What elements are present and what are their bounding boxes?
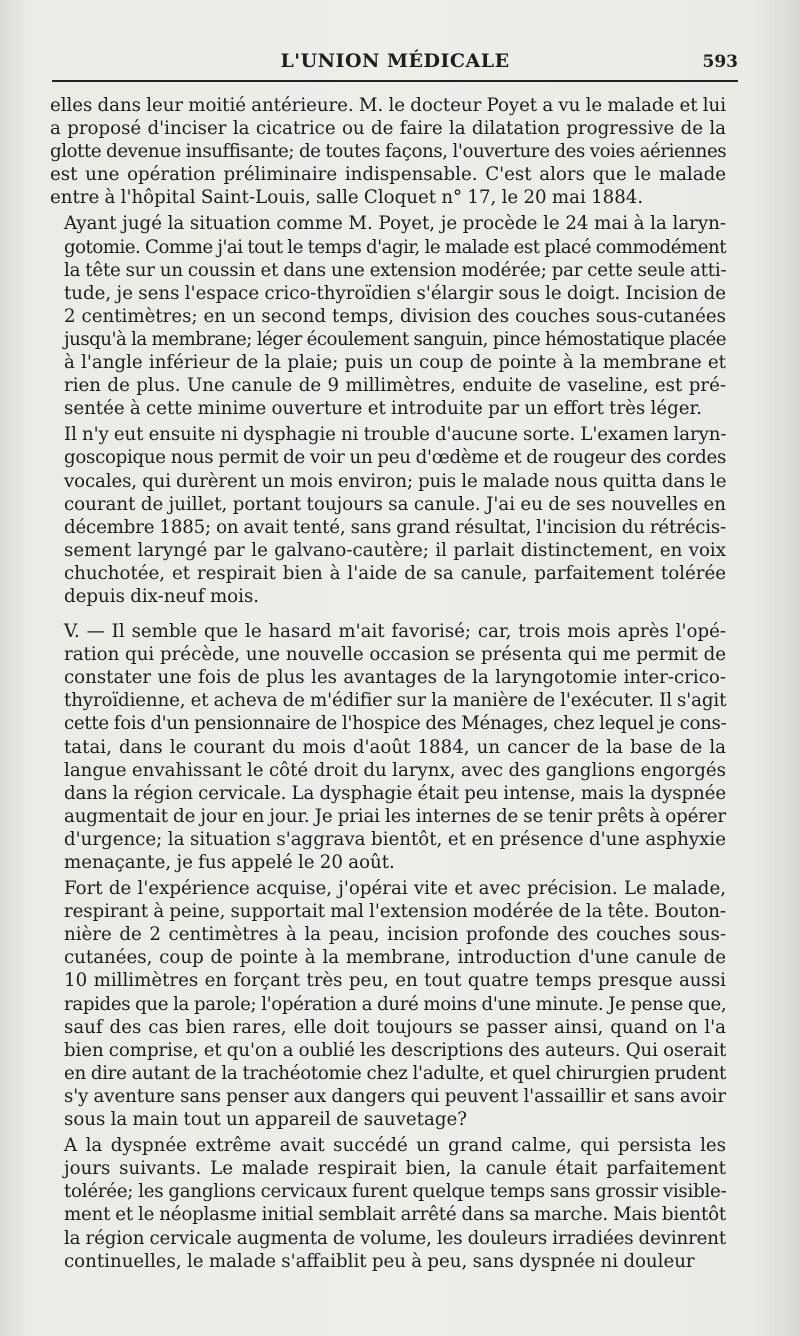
text-line: continuelles, le malade s'affaiblit peu à peu, sans dyspnée ni douleur <box>64 1250 695 1272</box>
text-line: depuis dix-neuf mois. <box>64 585 260 607</box>
text-line: bien comprise, et qu'on a oublié les descriptions des auteurs. Qui oserait <box>64 1039 727 1061</box>
text-line: rapides que la parole; l'opération a duré moins d'une minute. Je pense que, <box>64 993 727 1015</box>
text-line: a proposé d'inciser la cicatrice ou de faire la dilatation progressive de la <box>50 118 726 140</box>
text-line: sement laryngé par le galvano-cautère; il parlait distinctement, en voix <box>64 539 726 561</box>
text-line: V. — Il semble que le hasard m'ait favorisé; car, trois mois après l'opé- <box>64 621 726 643</box>
paragraph-laryngotomy-procedure <box>50 212 726 420</box>
text-line: respirant à peine, supportait mal l'extension modérée de la tête. Bouton- <box>64 901 726 923</box>
paragraph-outcome <box>50 1134 726 1273</box>
text-line: elles dans leur moitié antérieure. M. le docteur Poyet a vu le malade et lui <box>50 95 726 116</box>
paragraph-poyet-case <box>50 94 726 209</box>
text-line: ration qui précède, une nouvelle occasion se présenta qui me permit de <box>64 644 726 666</box>
text-line: entre à l'hôpital Saint-Louis, salle Cloquet n° 17, le 20 mai 1884. <box>50 187 644 209</box>
text-line: 10 millimètres en forçant très peu, en tout quatre temps presque aussi <box>64 970 726 992</box>
text-line: la région cervicale augmenta de volume, les douleurs irradiées devinrent <box>64 1227 726 1249</box>
text-line: Ayant jugé la situation comme M. Poyet, je procède le 24 mai à la laryn- <box>64 213 726 235</box>
text-line: à l'angle inférieur de la plaie; puis un coup de pointe à la membrane et <box>64 352 726 374</box>
text-line: gotomie. Comme j'ai tout le temps d'agir, le malade est placé commodément <box>64 236 726 258</box>
page-number: 593 <box>702 52 738 72</box>
header-rule <box>52 80 738 82</box>
paragraph-case-v <box>50 620 726 874</box>
text-line: sauf des cas bien rares, elle doit toujours se passer ainsi, quand on l'a <box>64 1016 726 1038</box>
text-line: constater une fois de plus les avantages de la laryngotomie inter-crico- <box>64 667 726 689</box>
text-line: Fort de l'expérience acquise, j'opérai vite et avec précision. Le malade, <box>64 878 726 900</box>
text-line: en dire autant de la trachéotomie chez l'adulte, et quel chirurgien prudent <box>64 1062 727 1084</box>
text-line: augmentait de jour en jour. Je priai les internes de se tenir prêts à opérer <box>64 805 726 827</box>
text-line: jours suivants. Le malade respirait bien, la canule était parfaitement <box>64 1158 726 1180</box>
text-line: dans la région cervicale. La dysphagie était peu intense, mais la dyspnée <box>64 782 726 804</box>
text-line: est une opération préliminaire indispensable. C'est alors que le malade <box>50 164 726 186</box>
body-text <box>50 94 726 1276</box>
paragraph-followup <box>50 423 726 608</box>
text-line: décembre 1885; on avait tenté, sans grand résultat, l'incision du rétrécis- <box>64 516 726 538</box>
text-line: goscopique nous permit de voir un peu d'œdème et de rougeur des cordes <box>64 447 726 469</box>
text-line: tatai, dans le courant du mois d'août 1884, un cancer de la base de la <box>64 736 726 758</box>
text-line: menaçante, je fus appelé le 20 août. <box>64 852 395 873</box>
text-line: vocales, qui durèrent un mois environ; puis le malade nous quitta dans le <box>64 470 727 492</box>
paragraph-second-operation <box>50 877 726 1131</box>
text-line: tude, je sens l'espace crico-thyroïdien s'élargir sous le doigt. Incision de <box>64 282 726 304</box>
text-line: la tête sur un coussin et dans une extension modérée; par cette seule atti- <box>64 259 727 281</box>
text-line: tolérée; les ganglions cervicaux furent quelque temps sans grossir visible- <box>64 1181 727 1203</box>
running-title: L'UNION MÉDICALE <box>280 50 510 72</box>
text-line: nière de 2 centimètres à la peau, incision profonde des couches sous- <box>64 924 726 946</box>
text-line: cette fois d'un pensionnaire de l'hospice des Ménages, chez lequel je cons- <box>64 713 727 735</box>
text-line: sous la main tout un appareil de sauvetage? <box>64 1109 467 1131</box>
text-line: s'y aventure sans penser aux dangers qui peuvent l'assaillir et sans avoir <box>64 1085 726 1107</box>
text-line: langue envahissant le côté droit du larynx, avec des ganglions engorgés <box>64 759 726 781</box>
text-line: cutanées, coup de pointe à la membrane, introduction d'une canule de <box>64 947 726 969</box>
text-line: jusqu'à la membrane; léger écoulement sanguin, pince hémostatique placée <box>64 328 726 350</box>
text-line: 2 centimètres; en un second temps, division des couches sous-cutanées <box>64 305 726 327</box>
text-line: rien de plus. Une canule de 9 millimètres, enduite de vaseline, est pré- <box>64 375 726 397</box>
text-line: sentée à cette minime ouverture et introduite par un effort très léger. <box>64 398 702 420</box>
text-line: d'urgence; la situation s'aggrava bientôt, et en présence d'une asphyxie <box>64 828 726 850</box>
text-line: A la dyspnée extrême avait succédé un grand calme, qui persista les <box>64 1135 726 1157</box>
text-line: thyroïdienne, et acheva de m'édifier sur la manière de l'exécuter. Il s'agit <box>64 690 727 712</box>
text-line: Il n'y eut ensuite ni dysphagie ni trouble d'aucune sorte. L'examen laryn- <box>64 424 727 446</box>
text-line: chuchotée, et respirait bien à l'aide de sa canule, parfaitement tolérée <box>64 562 726 584</box>
page-header <box>52 46 738 76</box>
text-line: ment et le néoplasme initial semblait arrêté dans sa marche. Mais bientôt <box>64 1204 726 1226</box>
text-line: glotte devenue insuffisante; de toutes façons, l'ouverture des voies aériennes <box>50 141 727 163</box>
text-line: courant de juillet, portant toujours sa canule. J'ai eu de ses nouvelles en <box>64 493 726 515</box>
